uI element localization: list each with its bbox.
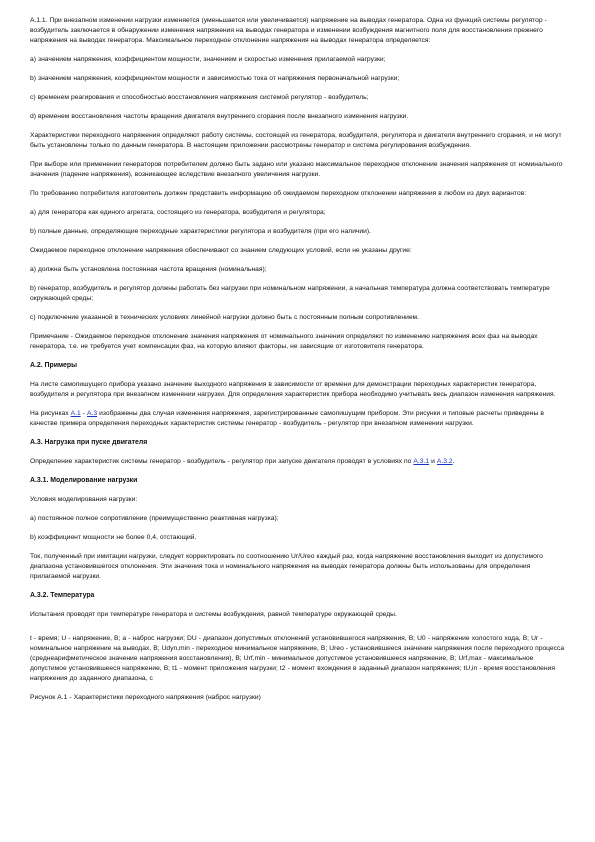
link-figure-a3[interactable]: А.3 bbox=[87, 410, 98, 417]
text-segment: На рисунках bbox=[30, 410, 71, 417]
list-item-c3: c) подключение указанной в технических условиях линейной нагрузки должно быть с постоянным полным сопротивлением. bbox=[30, 314, 419, 321]
link-section-a31[interactable]: А.3.1 bbox=[413, 458, 430, 465]
paragraph-temperature: Испытания проводят при температуре генератора и системы возбуждения, равной температуре окружающей среды. bbox=[30, 611, 397, 618]
paragraph-a11: А.1.1. При внезапном изменении нагрузки изменяется (уменьшается или увеличивается) напряжение на выводах генератора. Одна из функций системы регулятор - возбудитель заключается в обнаружении изменения напряжения на выводах генератора и изменении возбуждения магнитного поля для восстановления прежнего напряжения на выводах генератора. Максимальное переходное отклонение напряжения на выводах генератора определяется: bbox=[30, 17, 547, 44]
list-item-b2: b) полные данные, определяющие переходные характеристики регулятора и возбудителя (при его наличии). bbox=[30, 228, 371, 235]
figure-legend: t - время; U - напряжение, В; a - наброс нагрузки; DU - диапазон допустимых отклонений установившегося напряжения, В; U0 - напряжение холостого хода, В; Ur - номинальное напряжение на выводах, В; Udyn,min - переходное минимальное напряжение, В; Ureo - установившееся значение напряжения после переходного процесса (среднеарифметическое значение напряжения восстановления), В; Urf,min - минимальное допустимое установившееся напряжение, В; Urf,max - максимальное допустимое установившееся напряжение, В; t1 - момент приложения нагрузки; t2 - момент вхождения в заданный диапазон напряжения; tU,in - время восстановления напряжения до заданного диапазона, с bbox=[30, 635, 565, 682]
list-item-a2: a) для генератора как единого агрегата, состоящего из генератора, возбудителя и регулятора; bbox=[30, 209, 326, 216]
heading-a32: А.3.2. Температура bbox=[30, 592, 95, 599]
paragraph-current: Ток, полученный при имитации нагрузки, следует корректировать по соотношению Ur/Ureo каждый раз, когда напряжение восстановления выходит из допустимого диапазона установившегося отклонения. Эти значения тока и номинального напряжения на выводах генератора должны быть использованы для определения прилагаемой нагрузки. bbox=[30, 553, 543, 580]
note-paragraph: Примечание - Ожидаемое переходное отклонение значения напряжения от номинального значения определяют по изменению напряжения всех фаз на выводах генератора, т.е. не требуется учет компенсации фаз, на которую влияют факторы, не зависящие от изготовителя генератора. bbox=[30, 333, 538, 350]
paragraph-conditions: Ожидаемое переходное отклонение напряжения обеспечивают со знанием следующих условий, если не указаны другие: bbox=[30, 247, 412, 254]
document-page bbox=[30, 16, 570, 712]
list-item-a3: a) должна быть установлена постоянная частота вращения (номинальная); bbox=[30, 266, 267, 273]
text-segment: Определение характеристик системы генератор - возбудитель - регулятор при запуске двигателя проводят в условиях по bbox=[30, 458, 414, 465]
text-segment: - bbox=[80, 410, 88, 417]
list-item-b: b) значением напряжения, коэффициентом мощности и зависимостью тока от напряжения первоначальной нагрузки; bbox=[30, 75, 400, 82]
paragraph-characteristics: Характеристики переходного напряжения определяют работу системы, состоящей из генератора, возбудителя, регулятора и двигателя внутреннего сгорания, и не могут быть установлены только по данным генератора. В настоящем приложении рассмотрены генератор и система регулирования возбуждения. bbox=[30, 132, 562, 149]
paragraph-figures bbox=[30, 409, 570, 429]
list-item-b3: b) генератор, возбудитель и регулятор должны работать без нагрузки при номинальном напряжении, а начальная температура должна соответствовать температуре окружающей среды; bbox=[30, 285, 550, 302]
paragraph-selection: При выборе или применении генераторов потребителем должно быть задано или указано максимальное переходное отклонение значения напряжения от номинального значения (падение напряжения), возникающее вследствие внезапного увеличения нагрузки. bbox=[30, 161, 563, 178]
list-item-d: d) временем восстановления частоты вращения двигателя внутреннего сгорания после внезапного изменения нагрузки. bbox=[30, 113, 409, 120]
paragraph-motor-start bbox=[30, 457, 570, 467]
paragraph-modeling: Условия моделирования нагрузки: bbox=[30, 496, 138, 503]
figure-caption: Рисунок А.1 - Характеристики переходного напряжения (наброс нагрузки) bbox=[30, 694, 261, 701]
list-item-b4: b) коэффициент мощности не более 0,4, отстающий. bbox=[30, 534, 197, 541]
list-item-c: c) временем реагирования и способностью восстановления напряжения системой регулятор - возбудитель; bbox=[30, 94, 369, 101]
text-segment: и bbox=[429, 458, 437, 465]
heading-a3: А.3. Нагрузка при пуске двигателя bbox=[30, 439, 148, 446]
paragraph-examples: На листе самопишущего прибора указано значение выходного напряжения в зависимости от времени для демонстрации переходных характеристик генератора, возбудителя и регулятора при внезапном изменении нагрузки. Для определения характеристик прибора необходимо учитывать весь диапазон изменения напряжения. bbox=[30, 381, 556, 398]
link-section-a32[interactable]: А.3.2 bbox=[436, 458, 453, 465]
heading-a2: А.2. Примеры bbox=[30, 362, 77, 369]
heading-a31: А.3.1. Моделирование нагрузки bbox=[30, 477, 138, 484]
text-segment: изображены два случая изменения напряжения, зарегистрированные самопишущим прибором. Эти рисунки и типовые расчеты приведены в качестве примера определения переходных характеристик системы генератор - возбудитель - регулятор при внезапном изменении нагрузки. bbox=[30, 410, 544, 427]
list-item-a4: a) постоянное полное сопротивление (преимущественно реактивная нагрузка); bbox=[30, 515, 279, 522]
list-item-a: a) значением напряжения, коэффициентом мощности, значением и скоростью изменения прилагаемой нагрузки; bbox=[30, 56, 386, 63]
paragraph-requirement: По требованию потребителя изготовитель должен представить информацию об ожидаемом переходном отклонении напряжения в любом из двух вариантов: bbox=[30, 190, 527, 197]
text-segment: . bbox=[452, 458, 455, 465]
link-figure-a1[interactable]: А.1 bbox=[70, 410, 81, 417]
